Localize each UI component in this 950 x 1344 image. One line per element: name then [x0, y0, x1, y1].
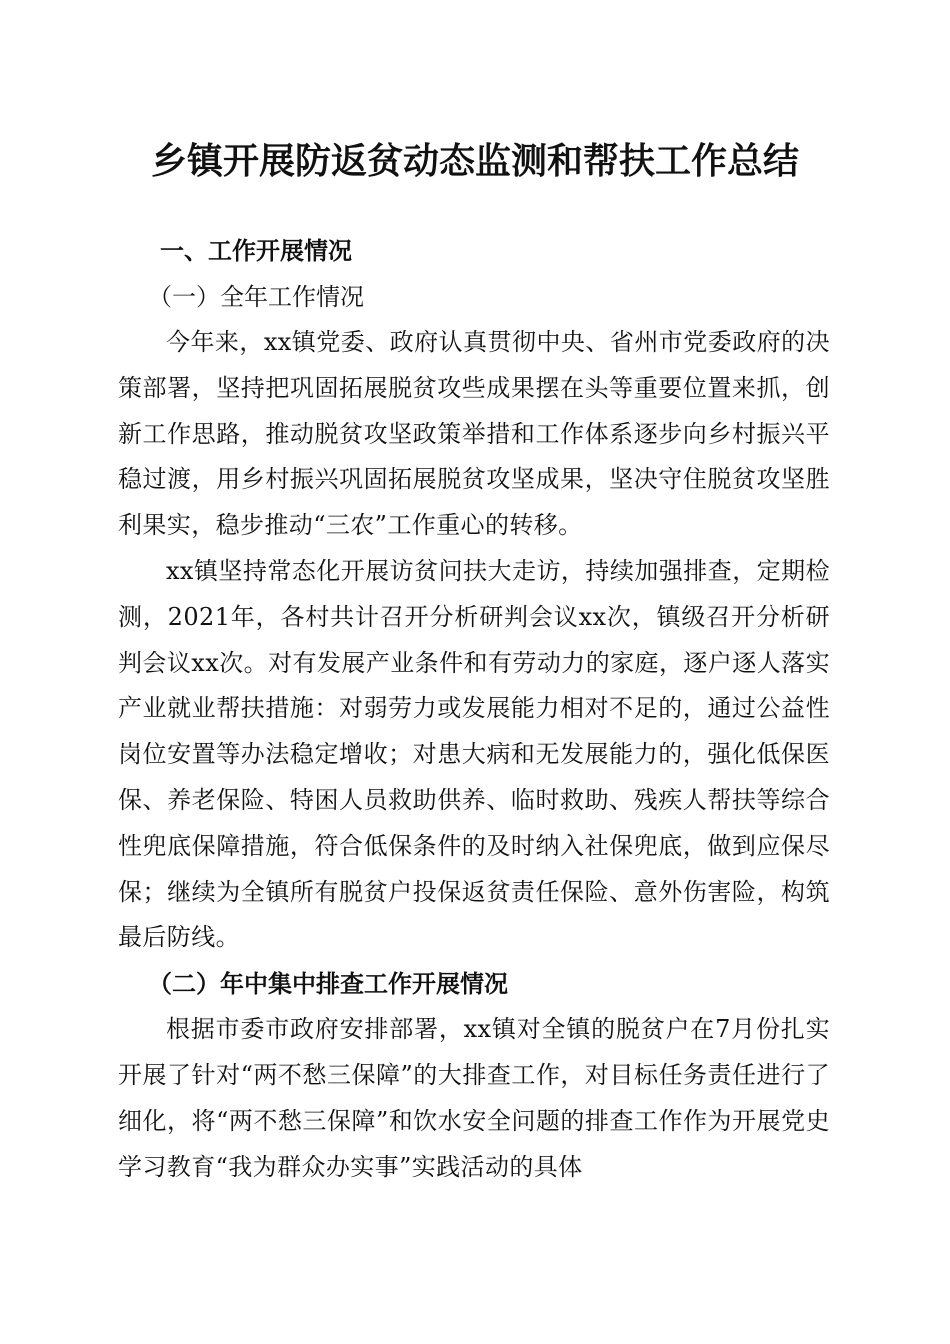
document-body [118, 228, 830, 1190]
section-heading-work-progress: 一、工作开展情况 [160, 237, 352, 265]
document-title: 乡镇开展防返贫动态监测和帮扶工作总结 [150, 140, 799, 182]
subsection-heading-midyear-inspection: （二）年中集中排查工作开展情况 [148, 970, 508, 999]
paragraph: 今年来，xx镇党委、政府认真贯彻中央、省州市党委政府的决策部署，坚持把巩固拓展脱贫攻些成果摆在头等重要位置来抓，创新工作思路，推动脱贫攻坚政策举措和工作体系逐步向乡村振兴平稳过渡，用乡村振兴巩固拓展脱贫攻坚成果，坚决守住脱贫攻坚胜利果实，稳步推动“三农”工作重心的转移。 [118, 328, 830, 540]
paragraph: xx镇坚持常态化开展访贫问扶大走访，持续加强排查，定期检测，2021年，各村共计召开分析研判会议xx次，镇级召开分析研判会议xx次。对有发展产业条件和有劳动力的家庭，逐户逐人落实产业就业帮扶措施：对弱劳力或发展能力相对不足的，通过公益性岗位安置等办法稳定增收；对患大病和无发展能力的，强化低保医保、养老保险、特困人员救助供养、临时救助、残疾人帮扶等综合性兜底保障措施，符合低保条件的及时纳入社保兜底，做到应保尽保；继续为全镇所有脱贫户投保返贫责任保险、意外伤害险，构筑最后防线。 [118, 556, 830, 952]
subsection-heading-annual-work: （一）全年工作情况 [148, 283, 364, 311]
paragraph: 根据市委市政府安排部署，xx镇对全镇的脱贫户在7月份扎实开展了针对“两不愁三保障”的大排查工作，对目标任务责任进行了细化，将“两不愁三保障”和饮水安全问题的排查工作作为开展党史学习教育“我为群众办实事”实践活动的具体 [118, 1015, 830, 1181]
